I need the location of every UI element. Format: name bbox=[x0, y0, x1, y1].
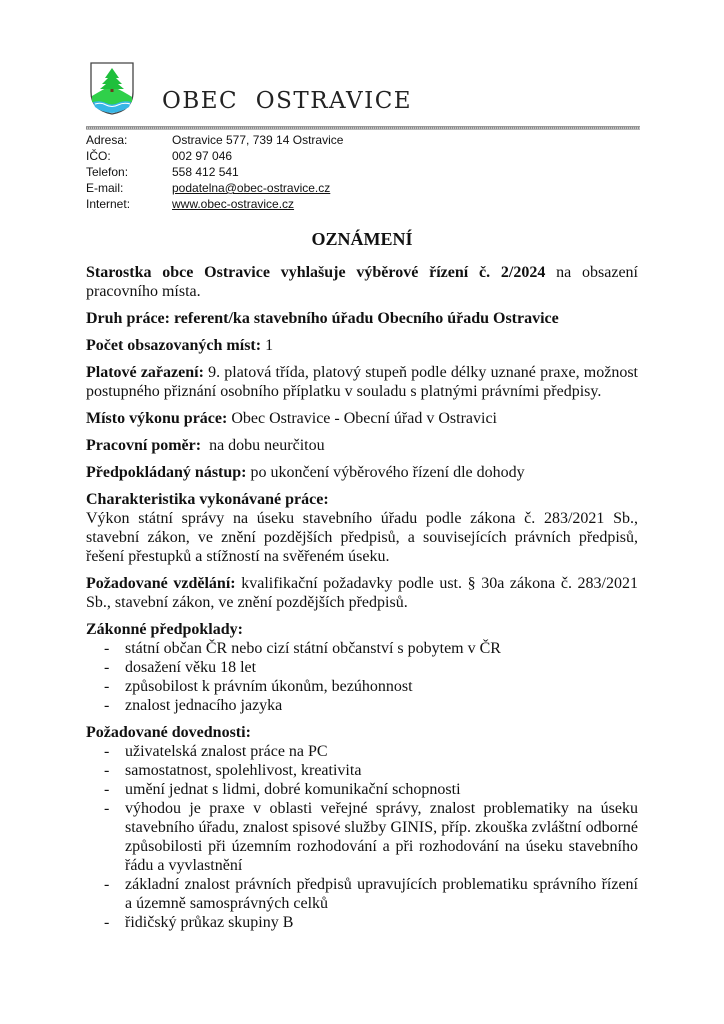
list-item: - umění jednat s lidmi, dobré komunikační schopnosti bbox=[102, 780, 638, 799]
field-label: Pracovní poměr: bbox=[86, 437, 202, 454]
job-type-text: Druh práce: referent/ka stavebního úřadu Obecního úřadu Ostravice bbox=[86, 310, 559, 327]
characteristics-text: Výkon státní správy na úseku stavebního úřadu podle zákona č. 283/2021 Sb., stavební zákon, ve znění pozdějších předpisů, a souvisejících právních předpisů, řešení přestupků a stížností na svěřeném úseku. bbox=[86, 510, 638, 565]
expected-start bbox=[86, 463, 638, 482]
field-label: Požadované vzdělání: bbox=[86, 575, 236, 592]
field-label: Předpokládaný nástup: bbox=[86, 464, 247, 481]
announcement-body bbox=[86, 226, 638, 940]
address-value: Ostravice 577, 739 14 Ostravice bbox=[172, 133, 344, 147]
contact-row-phone bbox=[86, 164, 343, 180]
job-type bbox=[86, 309, 638, 328]
characteristics-heading: Charakteristika vykonávané práce: bbox=[86, 491, 329, 508]
intro-paragraph bbox=[86, 263, 638, 301]
legal-requirements-heading: Zákonné předpoklady: bbox=[86, 621, 243, 638]
list-item: - znalost jednacího jazyka bbox=[102, 696, 638, 715]
announcement-title: OZNÁMENÍ bbox=[311, 229, 413, 249]
field-value: kvalifikační požadavky podle ust. § 30a zákona č. 283/2021 Sb., stavební zákon, ve znění pozdějších předpisů. bbox=[86, 575, 638, 611]
field-label: Platové zařazení: bbox=[86, 364, 204, 381]
contact-label: E-mail: bbox=[86, 181, 124, 195]
municipality-name: OBEC OSTRAVICE bbox=[162, 88, 413, 114]
list-item: - výhodou je praxe v oblasti veřejné správy, znalost problematiky na úseku stavebního úřadu, znalost spisové služby GINIS, příp. zkouška zvláštní odborné způsobilosti při územním rozhodování a při rozhodování na úseku stavebního řádu a vyvlastnění bbox=[102, 799, 638, 875]
legal-requirements-list bbox=[86, 639, 638, 715]
phone-value: 558 412 541 bbox=[172, 165, 239, 179]
positions-count bbox=[86, 336, 638, 355]
contact-label: Internet: bbox=[86, 197, 131, 211]
workplace bbox=[86, 409, 638, 428]
field-value: 9. platová třída, platový stupeň podle délky uznané praxe, možnost postupného přiznání osobního příplatku v souladu s platnými právními předpisy. bbox=[86, 364, 638, 400]
list-item: - řidičský průkaz skupiny B bbox=[102, 913, 638, 932]
list-item: - uživatelská znalost práce na PC bbox=[102, 742, 638, 761]
required-education bbox=[86, 574, 638, 612]
list-item: - způsobilost k právním úkonům, bezúhonnost bbox=[102, 677, 638, 696]
header-divider bbox=[86, 126, 640, 130]
coat-of-arms-spruce-icon bbox=[88, 60, 136, 116]
contact-row-email bbox=[86, 180, 343, 196]
field-label: Místo výkonu práce: bbox=[86, 410, 228, 427]
intro-rest: na obsazení pracovního místa. bbox=[86, 264, 639, 300]
contact-label: Telefon: bbox=[86, 165, 129, 179]
website-link[interactable]: www.obec-ostravice.cz bbox=[172, 197, 295, 211]
contact-label: IČO: bbox=[86, 149, 111, 163]
list-item: - státní občan ČR nebo cizí státní občanství s pobytem v ČR bbox=[102, 639, 638, 658]
list-item: - dosažení věku 18 let bbox=[102, 658, 638, 677]
list-item: - základní znalost právních předpisů upravujících problematiku správního řízení a územně samosprávných celků bbox=[102, 875, 638, 913]
field-value: Obec Ostravice - Obecní úřad v Ostravici bbox=[227, 410, 497, 427]
employment-type bbox=[86, 436, 638, 455]
salary-classification bbox=[86, 363, 638, 401]
skills-heading: Požadované dovednosti: bbox=[86, 724, 251, 741]
field-value: po ukončení výběrového řízení dle dohody bbox=[246, 464, 525, 481]
field-value: na dobu neurčitou bbox=[201, 437, 325, 454]
intro-bold: Starostka obce Ostravice vyhlašuje výběrové řízení č. 2/2024 bbox=[86, 264, 546, 281]
contact-row-address bbox=[86, 132, 343, 148]
email-link[interactable]: podatelna@obec-ostravice.cz bbox=[172, 181, 331, 195]
field-value: 1 bbox=[261, 337, 274, 354]
contact-block bbox=[86, 132, 343, 212]
skills-list bbox=[86, 742, 638, 932]
list-item: - samostatnost, spolehlivost, kreativita bbox=[102, 761, 638, 780]
contact-row-ico bbox=[86, 148, 343, 164]
field-label: Počet obsazovaných míst: bbox=[86, 337, 262, 354]
contact-label: Adresa: bbox=[86, 133, 128, 147]
ico-value: 002 97 046 bbox=[172, 149, 233, 163]
contact-row-website bbox=[86, 196, 343, 212]
